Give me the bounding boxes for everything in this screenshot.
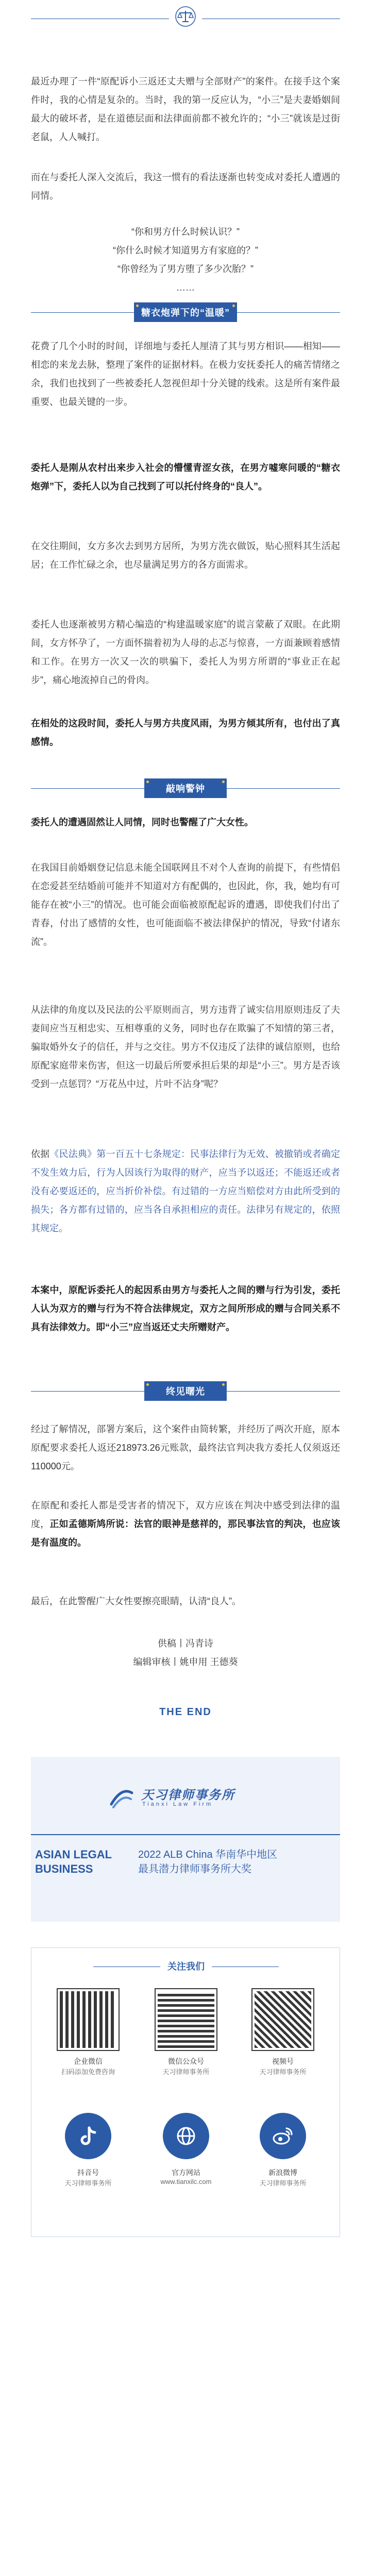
- law-citation-lead: 依据: [31, 1149, 50, 1159]
- section1-body: [31, 337, 340, 411]
- section2-body-2: [31, 858, 340, 951]
- section1-paragraph-4: 委托人也逐渐被男方精心编造的“构建温暖家庭”的谎言蒙蔽了双眼。在此期间，女方怀孕了，一方面怀揣着初为人母的忐忑与惊喜，一方面兼顾着感情和工作。在男方一次又一次的哄骗下，委托人为男方所谓的“事业正在起步”，痛心地流掉自己的骨肉。: [31, 619, 340, 685]
- case-summary-b: 原配诉委托人的起因系由男方与委托人之间的赠与行为引发，: [68, 1285, 322, 1295]
- section2-paragraph-5: [31, 1281, 340, 1336]
- section3-paragraph-2: [31, 1496, 340, 1552]
- icon-label-sub: 天习律师事务所: [64, 2179, 112, 2187]
- qr-enterprise-wechat[interactable]: [57, 1989, 119, 2076]
- section3-paragraph-3: 最后，在此警醒广大女性要擦亮眼睛，认清“良人”。: [31, 1596, 241, 1606]
- icon-label-title: 新浪微博: [268, 2168, 297, 2177]
- firm-name-en: Tianxi Law Firm: [142, 1801, 213, 1807]
- qr-wechat-official[interactable]: [155, 1989, 217, 2076]
- qr-label-sub: 天习律师事务所: [162, 2068, 210, 2076]
- section2-body-3: [31, 1001, 340, 1093]
- section2-body-1: [31, 813, 340, 832]
- question-quotes: [31, 223, 340, 297]
- credits: [0, 1634, 371, 1671]
- qr-label-sub: 扫码添加免费咨询: [61, 2068, 115, 2076]
- the-end-label: THE END: [159, 1706, 212, 1718]
- icon-label-sub: 天习律师事务所: [259, 2179, 307, 2187]
- qr-code: [58, 1989, 119, 2050]
- douyin-link[interactable]: [57, 2113, 119, 2188]
- firm-logo-icon: [108, 1784, 135, 1810]
- quote-line: “你曾经为了男方堕了多少次胎？”: [117, 264, 254, 274]
- weibo-icon: [260, 2113, 306, 2159]
- follow-us-box: [31, 1947, 340, 2237]
- credit-writer: 供稿丨冯青诗: [158, 1638, 213, 1649]
- award-left-line-2: BUSINESS: [35, 1862, 93, 1875]
- icon-label-title: 抖音号: [77, 2168, 99, 2177]
- award-left: [35, 1848, 112, 1876]
- law-citation-text: 《民法典》第一百五十七条规定：民事法律行为无效、被撤销或者确定不发生效力后，行为人因该行为取得的财产，应当予以返还；不能返还或者没有必要返还的，应当折价补偿。有过错的一方应当赔偿对方由此所受到的损失；各方都有过错的，应当各自承担相应的责任。法律另有规定的，依照其规定。: [31, 1149, 340, 1233]
- section2-bold-lead: 委托人的遭遇固然让人同情，同时也警醒了广大女性。: [31, 817, 254, 827]
- section1-paragraph-5: [31, 714, 340, 751]
- award-right-line-1: 2022 ALB China 华南华中地区: [138, 1849, 278, 1860]
- qr-video-channel[interactable]: [252, 1989, 314, 2076]
- qr-code: [156, 1989, 216, 2050]
- qr-label-title: 企业微信: [74, 2057, 103, 2065]
- section1-bold-b: 在男方嘘寒问暖的“糖衣炮弹”下，委托人以为自己找到了可以托付终身的“良人”。: [31, 463, 340, 492]
- globe-icon: [163, 2113, 209, 2159]
- section1-body-3: [31, 537, 340, 574]
- firm-logo: [108, 1782, 263, 1812]
- section2-paragraph-4: [31, 1145, 340, 1238]
- section1-body-2: [31, 459, 340, 496]
- quote-line: “你和男方什么时候认识？”: [131, 227, 240, 237]
- section1-paragraph-1: 花费了几个小时的时间，详细地与委托人厘清了其与男方相识——相知——相恋的来龙去脉，整理了案件的证据材料。在极力安抚委托人的痛苦情绪之余，我们也找到了一些被委托人忽视但却十分关键的线索。这是所有案件最重要、也最关键的一步。: [31, 341, 340, 407]
- quote-line: “你什么时候才知道男方有家庭的？”: [113, 245, 258, 256]
- qr-code: [252, 1989, 313, 2050]
- case-summary-a: 本案中，: [31, 1285, 69, 1295]
- section-title-dawn: 终见曙光: [144, 1381, 227, 1401]
- qr-label-title: 微信公众号: [168, 2057, 204, 2065]
- section-title-warning: 敲响警钟: [144, 778, 227, 798]
- icon-label-title: 官方网站: [172, 2168, 200, 2177]
- douyin-icon: [65, 2113, 111, 2159]
- section1-paragraph-2: [31, 459, 340, 496]
- section1-body-4: [31, 615, 340, 689]
- award-right-line-2: 最具潜力律师事务所大奖: [138, 1863, 251, 1875]
- icon-label-sub: www.tianxilc.com: [160, 2178, 212, 2185]
- section2-paragraph-1: [31, 813, 340, 832]
- weibo-link[interactable]: [252, 2113, 314, 2188]
- section1-bold-a: 委托人是刚从农村出来步入社会的懵懂青涩女孩，: [31, 463, 241, 473]
- firm-name-cn: 天习律师事务所: [141, 1788, 235, 1802]
- intro-paragraph-1: 最近办理了一件“原配诉小三返还丈夫赠与全部财产”的案件。在接手这个案件时，我的心情是复杂的。当时，我的第一反应认为，“小三”是夫妻婚姻间最大的破坏者，是在道德层面和法律面前都不被允许的；“小三”就该是过街老鼠，人人喊打。: [31, 76, 340, 142]
- section1-paragraph-3: 在交往期间，女方多次去到男方居所，为男方洗衣做饭，贴心照料其生活起居；在工作忙碌之余，也尽量满足男方的各方面需求。: [31, 541, 340, 570]
- section1-bold-summary: 在相处的这段时间，委托人与男方共度风雨，为男方倾其所有，也付出了真感情。: [31, 718, 340, 747]
- section3-body-2: [31, 1496, 340, 1552]
- credit-editors: 编辑审核丨姚申用 王德葵: [133, 1657, 238, 1667]
- section3-body-3: [31, 1592, 340, 1611]
- section3-bold-quote: 正如孟德斯鸠所说：法官的眼神是慈祥的，那民事法官的判决，也应该是有温度的。: [31, 1519, 340, 1548]
- website-link[interactable]: [155, 2113, 217, 2185]
- follow-us-title: 关注我们: [167, 1961, 205, 1972]
- section3-paragraph-1: 经过了解情况，部署方案后，这个案件由简转繁，并经历了两次开庭，原本原配要求委托人返还218973.26元账款，最终法官判决我方委托人仅须返还110000元。: [31, 1424, 340, 1471]
- quote-line: ……: [176, 282, 195, 293]
- qr-label-sub: 天习律师事务所: [259, 2068, 307, 2076]
- section-title-sugar-coated: 糖衣炮弹下的“温暖”: [134, 302, 237, 322]
- scales-of-justice-icon: [175, 6, 196, 27]
- award-right: [138, 1848, 277, 1876]
- firm-banner-divider: [31, 1834, 340, 1835]
- firm-banner: [31, 1757, 340, 1922]
- section1-body-5: [31, 714, 340, 751]
- intro-paragraph-2: 而在与委托人深入交流后，我这一惯有的看法逐渐也转变成对委托人遭遇的同情。: [31, 172, 340, 201]
- section2-paragraph-3: 从法律的角度以及民法的公平原则而言，男方违背了诚实信用原则违反了夫妻间应当互相忠实、互相尊重的义务，同时也存在欺骗了不知情的第三者，骗取婚外女子的信任，并与之交往。男方不仅违反了法律的诚信原则，也给原配家庭带来伤害，但这一切最后所要承担后果的却是“小三”。男方是否该受到一点惩罚？“万花丛中过，片叶不沾身”呢？: [31, 1005, 340, 1089]
- award-left-line-1: ASIAN LEGAL: [35, 1848, 112, 1861]
- qr-label-title: 视频号: [272, 2057, 294, 2065]
- intro-section: [31, 72, 340, 146]
- intro-section-2: [31, 168, 340, 205]
- section2-body-4: [31, 1145, 340, 1238]
- case-summary-c: 委托人认为双方的赠与行为不符合法律规定，双方之间所形成的赠与合同关系不具有法律效力。即“小三”应当返还丈夫所赠财产。: [31, 1285, 340, 1332]
- section3-plain: 在原配和委托人都是受害者的情况下，双方应该在判决中感受到法律的温度，: [31, 1500, 340, 1529]
- section2-body-5: [31, 1281, 340, 1336]
- section2-paragraph-2: 在我国目前婚姻登记信息未能全国联网且不对个人查询的前提下，有些情侣在恋爱甚至结婚前可能并不知道对方有配偶的，也因此，你，我，她均有可能存在被“小三”的情况。也可能会面临被原配起诉的遭遇，即使我们付出了青春，付出了感情的女性，也可能面临不被法律保护的情况，导致“付诸东流”。: [31, 862, 340, 947]
- section3-body-1: [31, 1420, 340, 1476]
